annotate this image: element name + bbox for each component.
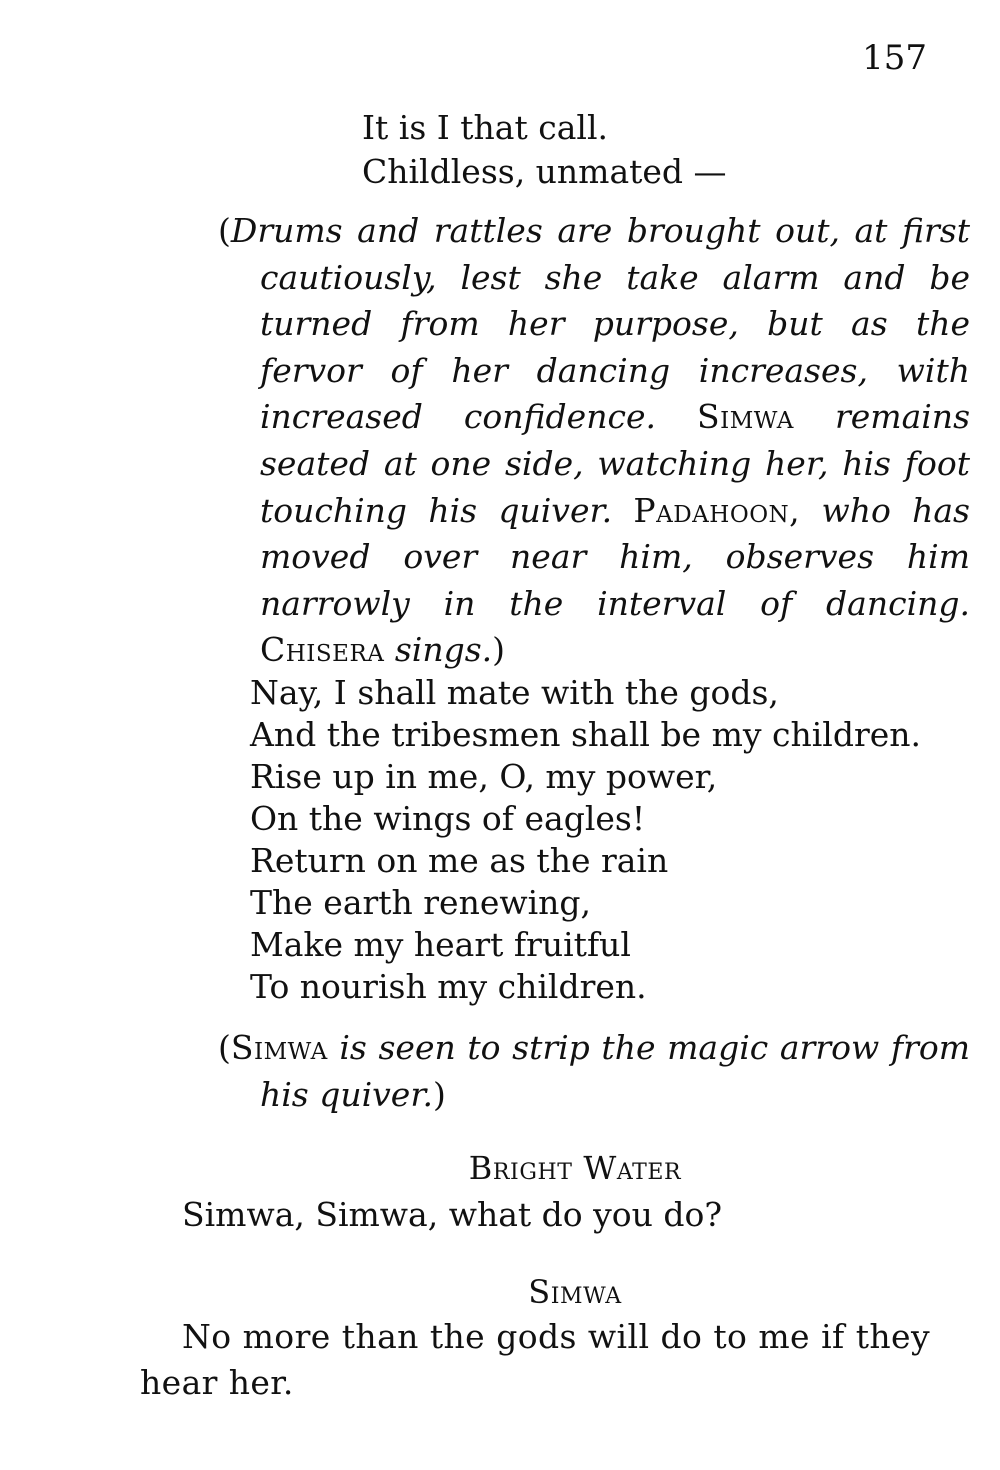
- verse-line: Childless, unmated —: [362, 152, 727, 191]
- stage-text: remains seated at one side, watching her, his foot touching his quiver.: [260, 397, 970, 530]
- song-line: Rise up in me, O, my power,: [250, 757, 718, 796]
- song-line: To nourish my children.: [250, 967, 647, 1006]
- stage-direction: [218, 1025, 970, 1118]
- dialogue-line: Simwa, Simwa, what do you do?: [182, 1195, 723, 1234]
- character-name: Padahoon,: [633, 490, 801, 530]
- open-paren: (: [218, 1028, 231, 1067]
- song-verse: [250, 672, 921, 1008]
- song-line: Make my heart fruitful: [250, 925, 631, 964]
- song-line: And the tribesmen shall be my children.: [250, 715, 922, 754]
- song-line: The earth renewing,: [250, 883, 592, 922]
- song-line: Return on me as the rain: [250, 841, 669, 880]
- page-number: 157: [862, 38, 927, 78]
- song-line: On the wings of eagles!: [250, 799, 646, 838]
- character-name: Simwa: [230, 1028, 328, 1067]
- stage-text: who has moved over near him, observes him narrowly in the interval of dancing.: [260, 490, 970, 623]
- speaker-name: Bright Water: [468, 1149, 682, 1187]
- character-name: Simwa: [697, 397, 794, 437]
- song-line: Nay, I shall mate with the gods,: [250, 673, 779, 712]
- close-paren: ): [492, 630, 506, 670]
- stage-text: sings.: [384, 630, 493, 670]
- stage-direction: [218, 208, 970, 674]
- open-paren: (: [218, 211, 231, 250]
- stage-text: Drums and rattles are brought out, at first cautiously, lest she take alarm and be turned from her purpose, but as the fervor of her dancing increases, with increased confidence.: [230, 211, 970, 437]
- stage-text: is seen to strip the magic arrow from his quiver.: [260, 1028, 970, 1114]
- dialogue-line: No more than the gods will do to me if they hear her.: [140, 1317, 930, 1402]
- character-name: Chisera: [260, 630, 385, 670]
- verse-line: It is I that call.: [362, 108, 608, 147]
- speaker-name: Simwa: [528, 1273, 622, 1311]
- verse-top: [362, 106, 727, 194]
- close-paren: ): [432, 1074, 446, 1114]
